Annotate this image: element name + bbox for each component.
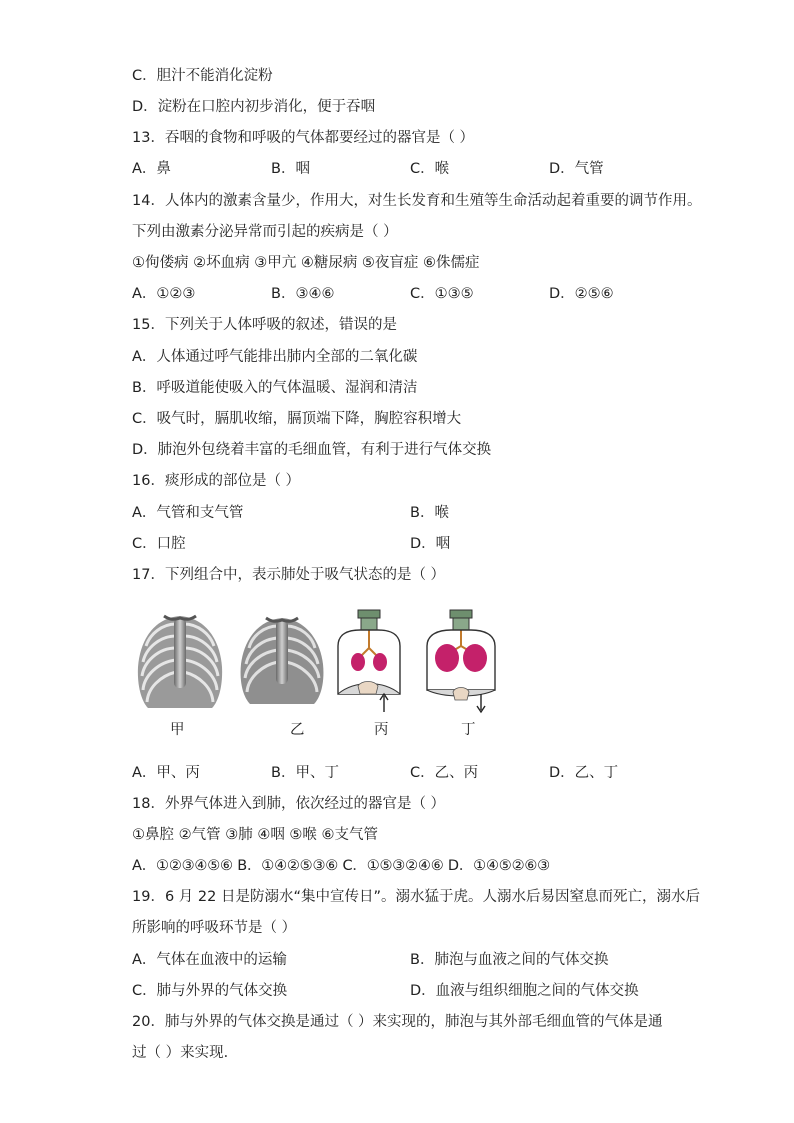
q13-option-b: B．咽 xyxy=(271,161,310,177)
question-19-line-2: 所影响的呼吸环节是（ ） xyxy=(132,920,297,936)
question-20-line-2: 过（ ）来实现． xyxy=(132,1045,239,1061)
figure-caption-bing: 丙 xyxy=(374,722,389,738)
q14-option-b: B．③④⑥ xyxy=(271,286,335,302)
q18-options: A．①②③④⑤⑥ B．①④②⑤③⑥ C．①⑤③②④⑥ D．①④⑤②⑥③ xyxy=(132,858,550,874)
q13-option-a: A．鼻 xyxy=(132,161,171,177)
question-14-items: ①佝偻病 ②坏血病 ③甲亢 ④糖尿病 ⑤夜盲症 ⑥侏儒症 xyxy=(132,255,480,271)
q19-option-c: C．肺与外界的气体交换 xyxy=(132,983,288,999)
q14-option-c: C．①③⑤ xyxy=(410,286,474,302)
question-20-line-1: 20．肺与外界的气体交换是通过（ ）来实现的，肺泡与其外部毛细血管的气体是通 xyxy=(132,1014,663,1030)
q14-option-d: D．②⑤⑥ xyxy=(549,286,614,302)
ribcage-figure-jia xyxy=(134,612,226,712)
q16-option-d: D．咽 xyxy=(410,536,451,552)
q16-option-c: C．口腔 xyxy=(132,536,186,552)
q14-option-a: A．①②③ xyxy=(132,286,196,302)
q13-option-d: D．气管 xyxy=(549,161,604,177)
q17-option-a: A．甲、丙 xyxy=(132,765,200,781)
question-18: 18．外界气体进入到肺，依次经过的器官是（ ） xyxy=(132,796,446,812)
bell-jar-figure-ding xyxy=(423,606,501,718)
q16-option-b: B．喉 xyxy=(410,505,449,521)
q15-option-c: C．吸气时，膈肌收缩，膈顶端下降，胸腔容积增大 xyxy=(132,411,462,427)
q17-option-d: D．乙、丁 xyxy=(549,765,619,781)
question-19-line-1: 19．6 月 22 日是防溺水“集中宣传日”。溺水猛于虎。人溺水后易因窒息而死亡，溺水后 xyxy=(132,889,700,905)
question-14-line-1: 14．人体内的激素含量少，作用大，对生长发育和生殖等生命活动起着重要的调节作用。 xyxy=(132,193,702,209)
q17-option-b: B．甲、丁 xyxy=(271,765,339,781)
q13-option-c: C．喉 xyxy=(410,161,450,177)
q17-option-c: C．乙、丙 xyxy=(410,765,479,781)
option-d-starch: D．淀粉在口腔内初步消化，便于吞咽 xyxy=(132,99,376,115)
question-14-line-2: 下列由激素分泌异常而引起的疾病是（ ） xyxy=(132,224,398,240)
question-16: 16．痰形成的部位是（ ） xyxy=(132,473,301,489)
q19-option-a: A．气体在血液中的运输 xyxy=(132,952,287,968)
question-17: 17．下列组合中，表示肺处于吸气状态的是（ ） xyxy=(132,567,446,583)
figure-caption-ding: 丁 xyxy=(461,722,476,738)
figure-caption-jia: 甲 xyxy=(170,722,185,738)
question-13: 13．吞咽的食物和呼吸的气体都要经过的器官是（ ） xyxy=(132,130,475,146)
ribcage-figure-yi xyxy=(236,612,328,712)
question-18-items: ①鼻腔 ②气管 ③肺 ④咽 ⑤喉 ⑥支气管 xyxy=(132,827,379,843)
option-c-bile: C．胆汁不能消化淀粉 xyxy=(132,68,273,84)
q16-option-a: A．气管和支气管 xyxy=(132,505,244,521)
bell-jar-figure-bing xyxy=(334,606,406,718)
q15-option-a: A．人体通过呼气能排出肺内全部的二氧化碳 xyxy=(132,349,418,365)
q15-option-d: D．肺泡外包绕着丰富的毛细血管，有利于进行气体交换 xyxy=(132,442,492,458)
q19-option-b: B．肺泡与血液之间的气体交换 xyxy=(410,952,609,968)
question-15: 15．下列关于人体呼吸的叙述，错误的是 xyxy=(132,317,397,333)
figure-caption-yi: 乙 xyxy=(290,722,305,738)
q15-option-b: B．呼吸道能使吸入的气体温暖、湿润和清洁 xyxy=(132,380,418,396)
q19-option-d: D．血液与组织细胞之间的气体交换 xyxy=(410,983,639,999)
